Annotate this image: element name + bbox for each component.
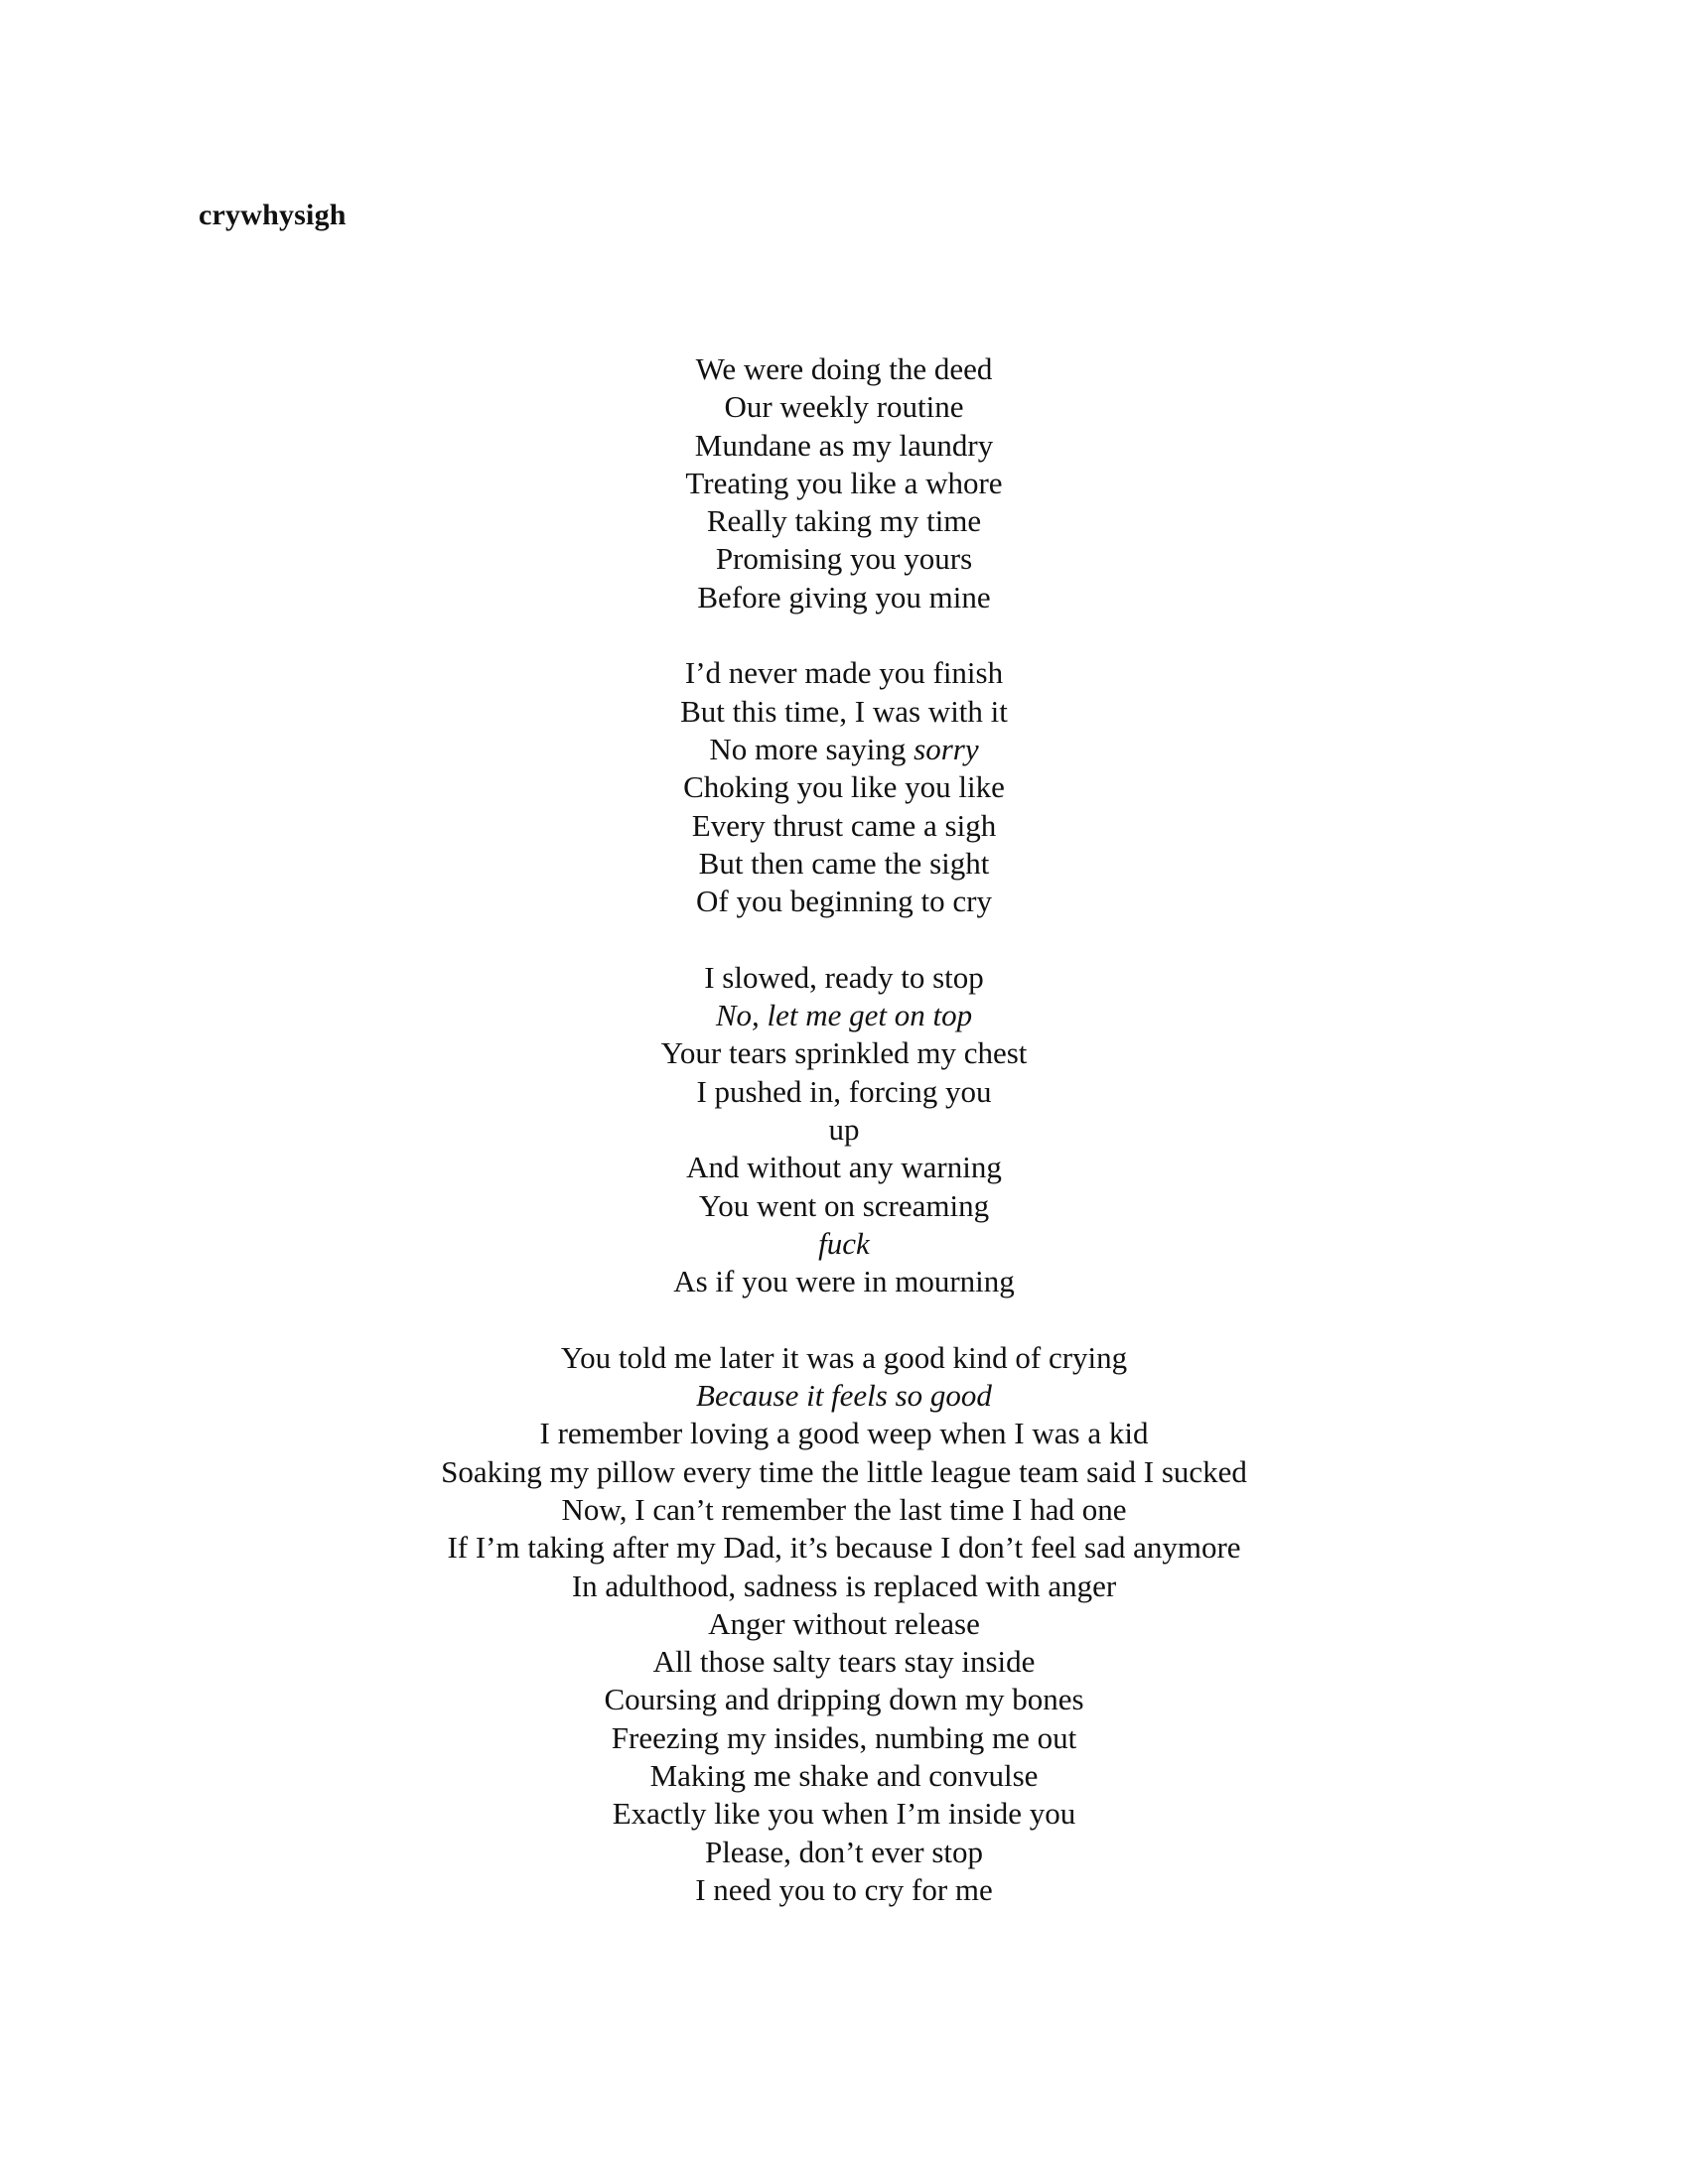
poem-line-italic: fuck: [818, 1225, 870, 1261]
poem-line-italic: sorry: [914, 731, 979, 766]
poem-line: And without any warning: [686, 1150, 1002, 1185]
poem-line: Really taking my time: [706, 503, 982, 539]
poem-line: Choking you like you like: [683, 769, 1005, 805]
poem-line: Coursing and dripping down my bones: [604, 1682, 1084, 1717]
stanza-2: [0, 654, 1688, 920]
poem-line: [0, 731, 1688, 768]
poem-line: Your tears sprinkled my chest: [660, 1035, 1028, 1071]
poem-line-roman: No more saying: [709, 731, 914, 766]
poem-line: You went on screaming: [698, 1187, 990, 1223]
poem-line: But then came the sight: [698, 845, 990, 881]
poem-line: I need you to cry for me: [695, 1871, 993, 1907]
poem-line: Making me shake and convulse: [649, 1757, 1039, 1793]
poem-line: I remember loving a good weep when I was a kid: [539, 1416, 1149, 1451]
poem-line: As if you were in mourning: [673, 1264, 1015, 1299]
poem-line: Every thrust came a sigh: [691, 807, 997, 843]
stanza-3: [0, 959, 1688, 1301]
poem-line: Soaking my pillow every time the little league team said I sucked: [441, 1453, 1247, 1489]
poem-line: I pushed in, forcing you: [696, 1073, 992, 1109]
poem-line: In adulthood, sadness is replaced with anger: [571, 1568, 1117, 1603]
poem-line: If I’m taking after my Dad, it’s because I don’t feel sad anymore: [447, 1530, 1241, 1566]
stanza-1: [0, 350, 1688, 616]
poem-line: Anger without release: [708, 1605, 980, 1641]
poem-line: We were doing the deed: [695, 351, 993, 386]
poem-title: crywhysigh: [199, 199, 347, 231]
poem-line: Freezing my insides, numbing me out: [611, 1719, 1077, 1755]
poem-line: All those salty tears stay inside: [652, 1644, 1036, 1680]
poem-line-italic: No, let me get on top: [715, 998, 973, 1033]
poem-line: But this time, I was with it: [680, 693, 1008, 729]
poem-line: Exactly like you when I’m inside you: [612, 1796, 1076, 1832]
poem-line: Promising you yours: [715, 541, 973, 577]
poem-line: Now, I can’t remember the last time I had one: [561, 1491, 1127, 1527]
poem-line-italic: Because it feels so good: [696, 1378, 992, 1414]
poem-line: Of you beginning to cry: [696, 884, 992, 919]
poem-body: [0, 350, 1688, 1909]
poem-line: up: [828, 1111, 860, 1147]
poem-line: Treating you like a whore: [685, 465, 1003, 500]
poem-line: Before giving you mine: [697, 579, 991, 614]
poem-line: Please, don’t ever stop: [704, 1834, 984, 1869]
poem-line: You told me later it was a good kind of crying: [560, 1339, 1128, 1375]
poem-line: Our weekly routine: [724, 389, 964, 425]
stanza-4: [0, 1339, 1688, 1909]
poem-line: I’d never made you finish: [684, 655, 1004, 691]
poem-line: I slowed, ready to stop: [704, 959, 984, 995]
poem-line: Mundane as my laundry: [694, 427, 994, 463]
